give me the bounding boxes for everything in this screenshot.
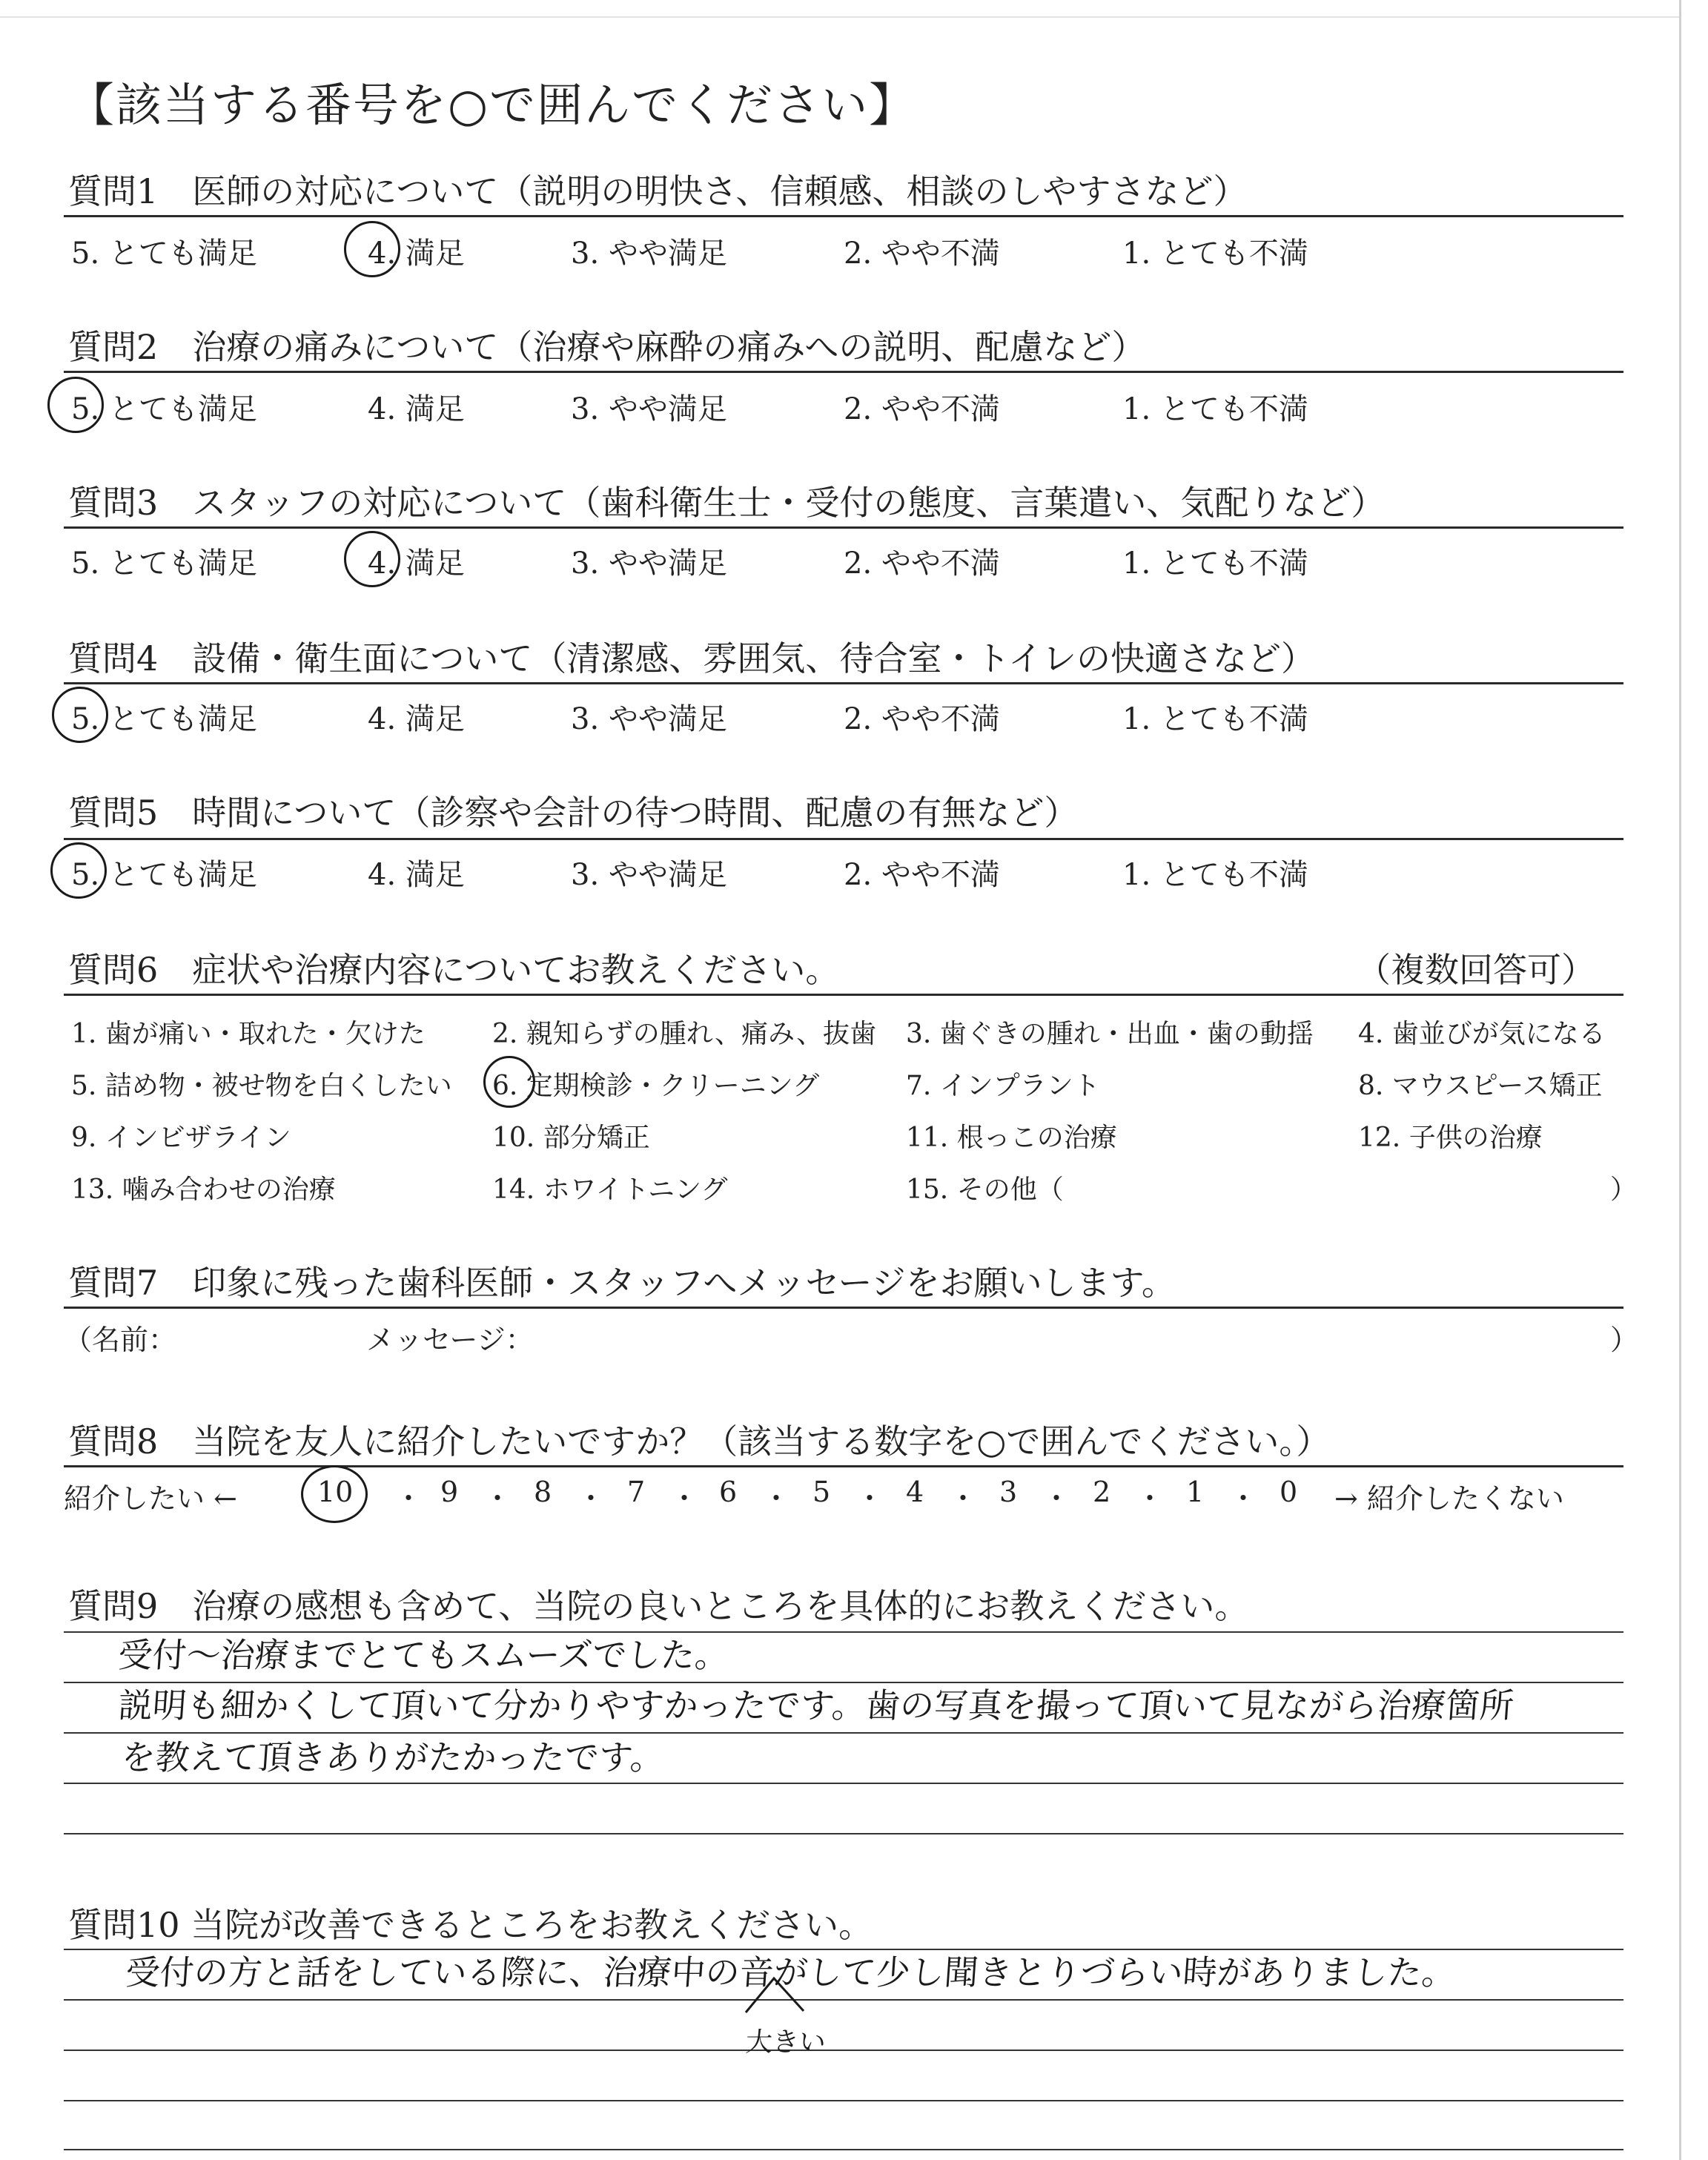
q7-name-label: （名前： [64,1324,177,1356]
q7-heading: 質問7 印象に残った歯科医師・スタッフへメッセージをお願いします。 [68,1263,1176,1303]
q6-option-12[interactable]: 12. 子供の治療 [1358,1123,1543,1153]
q9-answer-line-2: 説明も細かくして頂いて分かりやすかったです。歯の写真を撮って頂いて見ながら治療箇所 [116,1685,1516,1725]
q6-other-close-paren: ） [1610,1175,1638,1205]
q6-option-4[interactable]: 4. 歯並びが気になる [1358,1019,1606,1049]
q1-answer-circle [344,221,400,277]
q6-option-6[interactable]: 6. 定期検診・クリーニング [492,1071,820,1101]
q1-option-4[interactable]: 4. 満足 [368,237,465,271]
q6-option-5[interactable]: 5. 詰め物・被せ物を白くしたい [71,1071,452,1101]
q6-option-14[interactable]: 14. ホワイトニング [492,1175,728,1205]
q8-sep: ・ [855,1482,884,1515]
q9-answer-line-3: を教えて頂きありがたかったです。 [119,1737,666,1777]
q7-message-label: メッセージ： [366,1324,534,1356]
q10-writing-line [64,2100,1623,2101]
q8-sep: ・ [1042,1482,1071,1515]
q2-option-4[interactable]: 4. 満足 [368,392,465,426]
q6-option-3[interactable]: 3. 歯ぐきの腫れ・出血・歯の動揺 [906,1019,1314,1049]
q6-option-7[interactable]: 7. インプラント [906,1071,1100,1101]
q6-option-13[interactable]: 13. 噛み合わせの治療 [71,1175,336,1205]
q4-option-2[interactable]: 2. やや不満 [844,702,1000,736]
q1-heading: 質問1 医師の対応について（説明の明快さ、信頼感、相談のしやすさなど） [68,171,1248,211]
scan-right-edge [1679,0,1681,2160]
q8-number-6[interactable]: 6 [719,1476,738,1508]
scan-top-edge [0,16,1681,18]
q6-rule [64,994,1623,996]
q9-writing-line [64,1783,1623,1784]
q8-rule [64,1465,1623,1467]
q2-option-2[interactable]: 2. やや不満 [844,392,1000,426]
q6-answer-circle [483,1056,535,1108]
q8-sep: ・ [949,1482,978,1515]
q2-option-3[interactable]: 3. やや満足 [571,392,727,426]
q8-heading: 質問8 当院を友人に紹介したいですか？（該当する数字を○で囲んでください。） [68,1421,1331,1462]
q9-writing-line [64,1833,1623,1834]
q1-option-1[interactable]: 1. とても不満 [1122,237,1308,271]
q8-number-3[interactable]: 3 [999,1476,1018,1508]
q6-option-1[interactable]: 1. 歯が痛い・取れた・欠けた [71,1019,426,1049]
q5-option-3[interactable]: 3. やや満足 [571,858,727,892]
q1-option-2[interactable]: 2. やや不満 [844,237,1000,271]
q5-option-1[interactable]: 1. とても不満 [1122,858,1308,892]
q2-option-1[interactable]: 1. とても不満 [1122,392,1308,426]
q8-number-0[interactable]: 0 [1280,1476,1298,1508]
q3-answer-circle [344,531,400,587]
q5-option-4[interactable]: 4. 満足 [368,858,465,892]
q3-option-5[interactable]: 5. とても満足 [71,546,257,581]
q9-heading: 質問9 治療の感想も含めて、当院の良いところを具体的にお教えください。 [68,1586,1249,1626]
q2-heading: 質問2 治療の痛みについて（治療や麻酔の痛みへの説明、配慮など） [68,327,1146,367]
q7-rule [64,1307,1623,1309]
q8-number-4[interactable]: 4 [906,1476,924,1508]
q4-answer-circle [52,687,108,743]
q8-answer-circle [301,1465,368,1523]
q8-sep: ・ [670,1482,699,1515]
q2-answer-circle [47,377,104,433]
q1-option-3[interactable]: 3. やや満足 [571,237,727,271]
q4-option-3[interactable]: 3. やや満足 [571,702,727,736]
q10-writing-line [64,1999,1623,2001]
q1-option-5[interactable]: 5. とても満足 [71,237,257,271]
q5-heading: 質問5 時間について（診察や会計の待つ時間、配慮の有無など） [68,793,1079,833]
q8-left-label: 紹介したい ← [64,1482,237,1515]
q8-sep: ・ [577,1482,606,1515]
page-title: 【該当する番号を○で囲んでください】 [68,78,917,132]
q8-sep: ・ [762,1482,791,1515]
q8-sep: ・ [483,1482,512,1515]
q8-number-10[interactable]: 10 [317,1476,354,1508]
q8-number-5[interactable]: 5 [812,1476,831,1508]
q8-sep: ・ [1136,1482,1165,1515]
q8-sep: ・ [394,1482,423,1515]
q6-option-10[interactable]: 10. 部分矯正 [492,1123,650,1153]
q5-rule [64,838,1623,840]
q3-rule [64,526,1623,529]
q2-option-5[interactable]: 5. とても満足 [71,392,257,426]
q10-heading: 質問10 当院が改善できるところをお教えください。 [68,1905,873,1945]
q10-answer-line-1: 受付の方と話をしている際に、治療中の音がして少し聞きとりづらい時がありました。 [124,1952,1457,1992]
q7-close-paren: ） [1610,1324,1639,1356]
q6-option-11[interactable]: 11. 根っこの治療 [906,1123,1117,1153]
q6-option-2[interactable]: 2. 親知らずの腫れ、痛み、抜歯 [492,1019,877,1049]
q8-number-7[interactable]: 7 [627,1476,646,1508]
q6-heading: 質問6 症状や治療内容についてお教えください。 [68,950,840,990]
q8-number-2[interactable]: 2 [1093,1476,1111,1508]
q4-option-1[interactable]: 1. とても不満 [1122,702,1308,736]
q10-writing-line [64,2050,1623,2051]
q4-option-4[interactable]: 4. 満足 [368,702,465,736]
q1-rule [64,215,1623,217]
q4-heading: 質問4 設備・衛生面について（清潔感、雰囲気、待合室・トイレの快適さなど） [68,638,1316,678]
q8-number-8[interactable]: 8 [534,1476,552,1508]
q5-option-5[interactable]: 5. とても満足 [71,858,257,892]
q2-rule [64,371,1623,373]
q6-option-9[interactable]: 9. インビザライン [71,1123,291,1153]
q8-right-label: → 紹介したくない [1334,1482,1564,1515]
q10-insertion-caret [741,1972,808,2017]
q3-option-4[interactable]: 4. 満足 [368,546,465,581]
q6-option-8[interactable]: 8. マウスピース矯正 [1358,1071,1603,1101]
q10-writing-line [64,2149,1623,2150]
q5-answer-circle [50,842,107,899]
q9-answer-line-1: 受付〜治療までとてもスムーズでした。 [116,1635,731,1675]
q5-option-2[interactable]: 2. やや不満 [844,858,1000,892]
q4-option-5[interactable]: 5. とても満足 [71,702,257,736]
q3-option-3[interactable]: 3. やや満足 [571,546,727,581]
q6-multiple-note: （複数回答可） [1357,950,1595,990]
q6-option-15[interactable]: 15. その他（ [906,1175,1064,1205]
q4-rule [64,682,1623,684]
q8-number-1[interactable]: 1 [1186,1476,1205,1508]
q8-sep: ・ [1229,1482,1258,1515]
q3-option-1[interactable]: 1. とても不満 [1122,546,1308,581]
q3-heading: 質問3 スタッフの対応について（歯科衛生士・受付の態度、言葉遣い、気配りなど） [68,483,1386,523]
q10-insertion-text: 大きい [744,2027,827,2058]
q8-number-9[interactable]: 9 [440,1476,459,1508]
q3-option-2[interactable]: 2. やや不満 [844,546,1000,581]
